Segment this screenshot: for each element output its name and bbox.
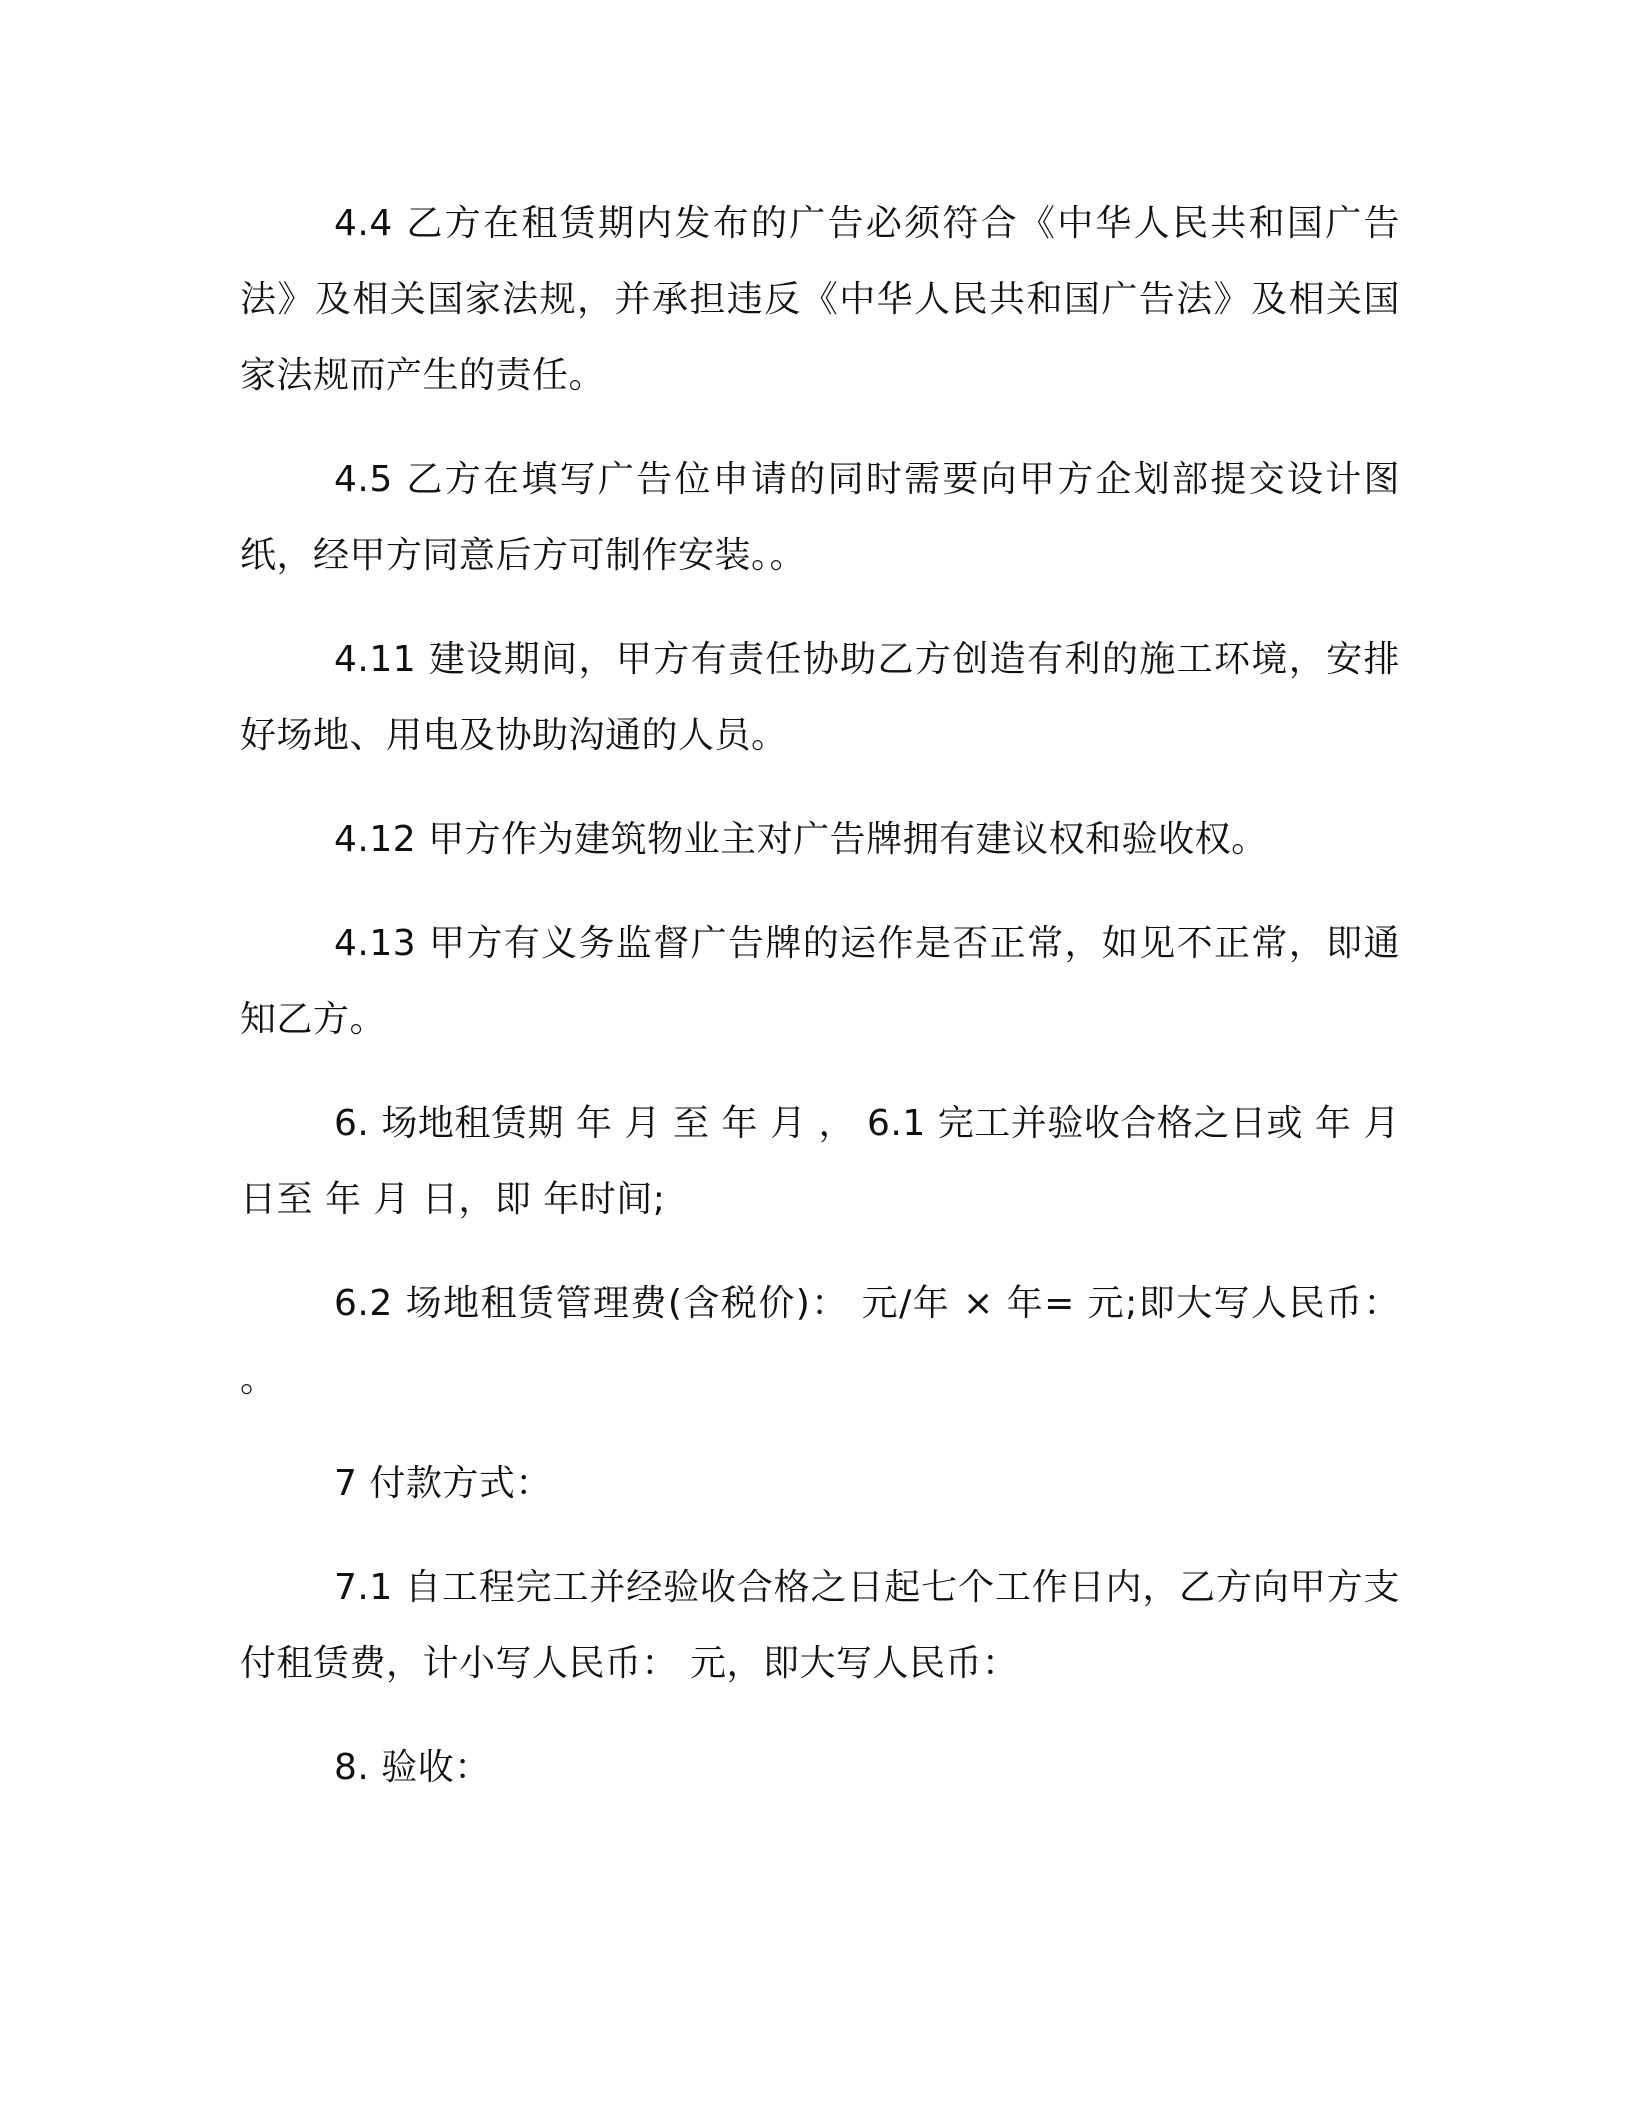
clause-4-5: 4.5 乙方在填写广告位申请的同时需要向甲方企划部提交设计图纸，经甲方同意后方可制作安装。。 [240,459,1400,576]
clause-6-lease-term: 6. 场地租赁期 年 月 至 年 月 ， 6.1 完工并验收合格之日或 年 月 日至 年 月 日，即 年时间; [240,1103,1400,1220]
document-body [240,186,1400,1806]
clause-7-payment-heading: 7 付款方式： [334,1463,552,1504]
clause-4-11: 4.11 建设期间，甲方有责任协助乙方创造有利的施工环境，安排好场地、用电及协助沟通的人员。 [240,639,1400,756]
clause-4-13: 4.13 甲方有义务监督广告牌的运作是否正常，如见不正常，即通知乙方。 [240,923,1400,1040]
clause-8-acceptance-heading: 8. 验收： [334,1747,491,1788]
clause-6-2-fee: 6.2 场地租赁管理费(含税价)： 元/年 × 年= 元;即大写人民币： 。 [240,1283,1400,1400]
clause-7-1-payment: 7.1 自工程完工并经验收合格之日起七个工作日内，乙方向甲方支付租赁费，计小写人民币： 元，即大写人民币： [240,1567,1400,1684]
clause-4-12: 4.12 甲方作为建筑物业主对广告牌拥有建议权和验收权。 [334,819,1268,860]
clause-4-4: 4.4 乙方在租赁期内发布的广告必须符合《中华人民共和国广告法》及相关国家法规，并承担违反《中华人民共和国广告法》及相关国家法规而产生的责任。 [240,203,1400,396]
